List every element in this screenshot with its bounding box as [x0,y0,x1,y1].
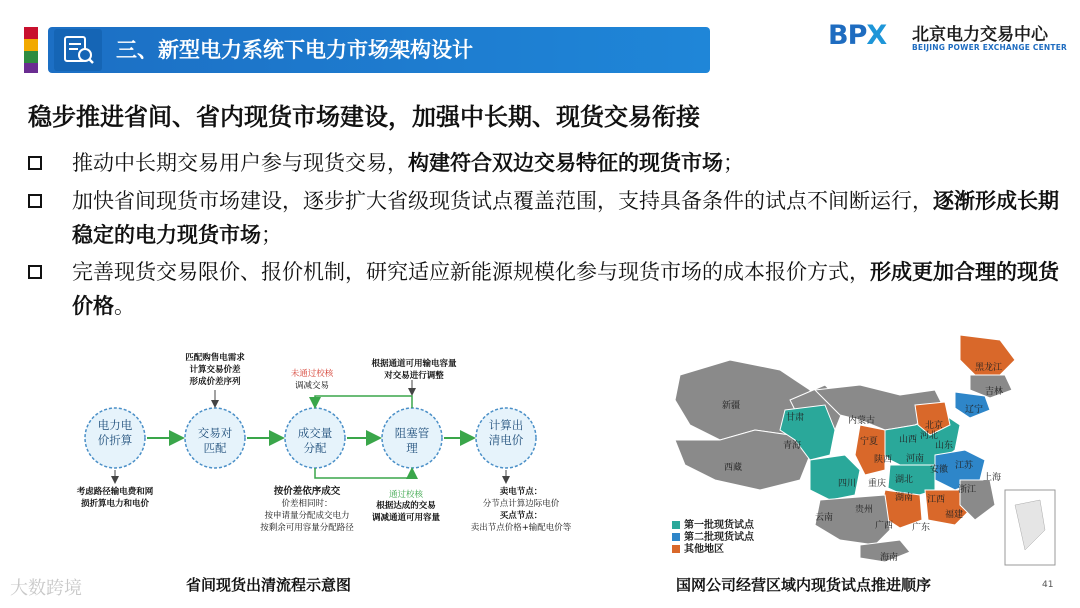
logo-english-name: BEIJING POWER EXCHANGE CENTER [912,43,1068,52]
brand-stripe-yellow [24,39,38,51]
map-label: 四川 [838,479,857,489]
map-label: 广西 [875,521,894,531]
document-search-icon [54,29,102,71]
map-label: 湖南 [895,493,914,503]
flow-note-loss: 考虑路径输电费和网 损折算电力和电价 [76,487,154,509]
map-label: 西藏 [724,463,743,473]
map-label: 山西 [899,435,918,445]
bpx-logo: BPX [828,20,887,51]
checkbox-bullet-icon [28,265,42,279]
map-legend-item: 第二批现货试点 [672,528,754,543]
map-label: 吉林 [985,387,1004,397]
flow-note-reduce: 根据达成的交易 调减通道可用容量 [371,501,440,523]
map-label: 浙江 [958,485,977,495]
map-label: 河南 [906,454,925,464]
map-label: 安徽 [930,465,949,475]
map-label: 黑龙江 [975,363,1003,373]
page-number: 41 [1042,580,1054,590]
flow-note-pass-check: 通过校核 [388,490,423,500]
map-label: 重庆 [868,479,887,489]
map-label: 甘肃 [786,413,805,423]
map-legend-item: 第一批现货试点 [672,516,754,531]
loop-forward-arrow [315,468,412,478]
map-label: 江苏 [955,461,974,471]
map-caption: 国网公司经营区域内现货试点推进顺序 [676,576,932,594]
flow-node-label: 交易对匹配 [197,426,233,455]
checkbox-bullet-icon [28,156,42,170]
flow-note-capacity: 根据通道可用输电容量 对交易进行调整 [371,359,457,381]
loop-back-arrow [315,396,412,408]
map-label: 陕西 [874,455,893,465]
map-label: 广东 [912,523,931,533]
map-label: 福建 [945,510,964,520]
map-region-other [855,425,885,475]
flow-note-fail-check: 未通过校核 调减交易 [290,369,334,391]
slide-subtitle: 稳步推进省间、省内现货市场建设，加强中长期、现货交易衔接 [28,103,700,131]
flow-caption: 省间现货出清流程示意图 [186,576,352,594]
brand-stripe-purple [24,63,38,73]
flow-note-node-price: 卖电节点： 分节点计算边际电价 买点节点： 卖出节点价格+输配电价等 [470,487,572,533]
map-label: 贵州 [855,505,874,515]
map-label: 新疆 [722,401,741,411]
checkbox-bullet-icon [28,194,42,208]
map-label: 江西 [927,495,946,505]
map-label: 青海 [783,441,802,451]
watermark: 大数跨境 [10,578,82,599]
flow-node-label: 计算出清电价 [488,418,524,447]
flow-note-allocate: 按价差依序成交 价差相同时： 按申请量分配成交电力 按剩余可用容量分配路径 [260,486,354,533]
map-label: 海南 [880,553,899,563]
flow-node-label: 阻塞管理 [394,426,430,455]
map-label: 北京 [925,421,944,431]
brand-stripe-red [24,27,38,39]
map-label: 辽宁 [965,405,984,415]
logo-chinese-name: 北京电力交易中心 [912,25,1048,45]
map-label: 山东 [935,441,954,451]
map-label: 宁夏 [860,437,879,447]
flow-node-label: 电力电价折算 [97,418,133,447]
map-label: 上海 [983,473,1002,483]
map-label: 河北 [920,431,939,441]
flow-note-match: 匹配购售电需求 计算交易价差 形成价差序列 [185,353,245,387]
flow-node-label: 成交量分配 [297,426,333,455]
brand-stripe-green [24,51,38,63]
map-legend-item: 其他地区 [672,540,724,555]
section-title: 三、新型电力系统下电力市场架构设计 [116,38,473,62]
map-label: 湖北 [895,475,914,485]
map-label: 内蒙古 [848,416,876,426]
map-label: 云南 [815,513,834,523]
